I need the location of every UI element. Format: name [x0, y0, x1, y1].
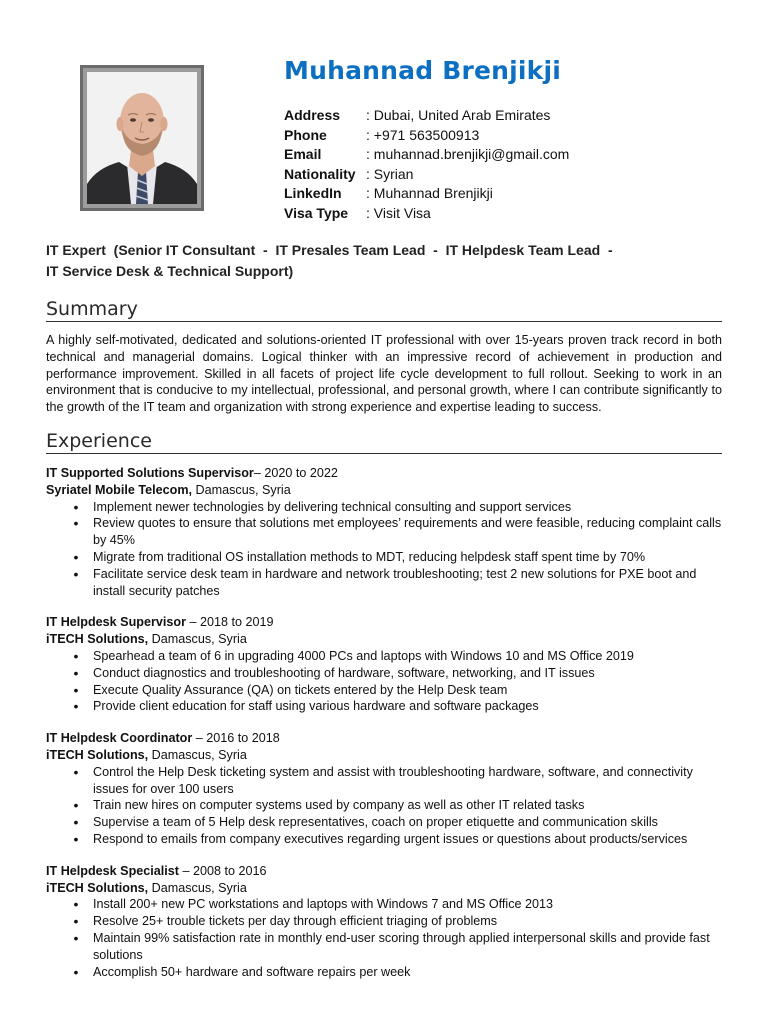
list-item	[46, 964, 722, 981]
job-location: Damascus, Syria	[148, 632, 247, 647]
bullet-text: Conduct diagnostics and troubleshooting of hardware, software, networking, and IT issues	[93, 665, 595, 680]
bullet-icon: •	[73, 565, 79, 582]
bullet-text: Maintain 99% satisfaction rate in monthly end-user scoring through applied interpersonal skills and provide fast solutions	[93, 930, 710, 962]
list-item	[46, 814, 722, 831]
job-dates: – 2018 to 2019	[185, 615, 274, 630]
job-location: Damascus, Syria	[148, 747, 247, 762]
profile-photo	[80, 65, 204, 211]
experience-heading: Experience	[46, 430, 722, 454]
list-item	[46, 566, 722, 600]
job-title: IT Helpdesk Supervisor	[46, 615, 186, 630]
summary-heading: Summary	[46, 298, 722, 322]
bullet-icon: •	[73, 913, 79, 930]
job-company: iTECH Solutions,	[46, 632, 149, 647]
bullet-icon: •	[73, 763, 79, 780]
candidate-name: Muhannad Brenjikji	[284, 56, 562, 85]
bullet-icon: •	[73, 929, 79, 946]
bullet-icon: •	[73, 681, 79, 698]
job-location: Damascus, Syria	[148, 880, 247, 895]
bullet-icon: •	[73, 498, 79, 515]
job-bullets	[46, 896, 722, 980]
bullet-text: Resolve 25+ trouble tickets per day through efficient triaging of problems	[93, 914, 498, 929]
job-bullets	[46, 764, 722, 848]
job-title-line	[46, 863, 722, 880]
bullet-icon: •	[73, 814, 79, 831]
contact-row-visa	[284, 204, 569, 224]
bullet-icon: •	[73, 698, 79, 715]
contact-info	[284, 106, 569, 223]
job-entry	[46, 863, 722, 981]
job-company-line	[46, 631, 722, 648]
bullet-icon: •	[73, 548, 79, 565]
bullet-icon: •	[73, 830, 79, 847]
job-dates: – 2008 to 2016	[179, 863, 267, 878]
visa-label: Visa Type	[284, 204, 349, 221]
email-value[interactable]: : muhannad.brenjikji@gmail.com	[366, 146, 570, 162]
phone-value: : +971 563500913	[366, 126, 480, 143]
bullet-text: Control the Help Desk ticketing system and assist with troubleshooting hardware, software, and connectivity issues for over 100 users	[93, 764, 693, 796]
job-entry	[46, 614, 722, 715]
list-item	[46, 698, 722, 715]
headline-line-1: IT Expert (Senior IT Consultant - IT Presales Team Lead - IT Helpdesk Team Lead -	[46, 242, 613, 258]
list-item	[46, 930, 722, 964]
visa-value: : Visit Visa	[366, 204, 431, 221]
professional-headline	[46, 240, 736, 282]
list-item	[46, 499, 722, 516]
bullet-text: Facilitate service desk team in hardware and network troubleshooting; test 2 new solutions for PXE boot and install security patches	[93, 566, 697, 598]
job-dates: – 2016 to 2018	[192, 731, 280, 746]
job-dates: – 2020 to 2022	[253, 466, 338, 480]
job-title: IT Helpdesk Coordinator	[46, 731, 193, 746]
email-label: Email	[284, 146, 322, 162]
list-item	[46, 549, 722, 566]
job-title-line	[46, 465, 722, 482]
contact-row-phone	[284, 126, 569, 146]
job-entry	[46, 465, 722, 599]
bullet-icon: •	[73, 797, 79, 814]
phone-label: Phone	[284, 126, 327, 143]
bullet-icon: •	[73, 515, 79, 532]
bullet-text: Provide client education for staff using various hardware and software packages	[93, 699, 539, 714]
bullet-text: Train new hires on computer systems used by company as well as other IT related tasks	[93, 798, 585, 813]
job-title: IT Supported Solutions Supervisor	[46, 466, 254, 480]
job-company-line	[46, 482, 722, 499]
list-item	[46, 515, 722, 549]
list-item	[46, 913, 722, 930]
list-item	[46, 665, 722, 682]
address-value: : Dubai, United Arab Emirates	[366, 107, 551, 123]
bullet-text: Supervise a team of 5 Help desk representatives, coach on proper etiquette and communication skills	[93, 815, 658, 830]
job-company: iTECH Solutions,	[46, 747, 149, 762]
job-title-line	[46, 614, 722, 631]
portrait-image	[87, 72, 197, 204]
job-bullets	[46, 648, 722, 715]
bullet-text: Implement newer technologies by delivering technical consulting and support services	[93, 499, 572, 514]
contact-row-address	[284, 106, 569, 126]
bullet-text: Migrate from traditional OS installation methods to MDT, reducing helpdesk staff spent time by 70%	[93, 549, 646, 564]
bullet-icon: •	[73, 896, 79, 913]
job-company: Syriatel Mobile Telecom,	[46, 482, 193, 497]
list-item	[46, 797, 722, 814]
bullet-icon: •	[73, 664, 79, 681]
job-company-line	[46, 880, 722, 897]
job-company: iTECH Solutions,	[46, 880, 149, 895]
job-company-line	[46, 747, 722, 764]
address-label: Address	[284, 107, 341, 123]
bullet-text: Respond to emails from company executives regarding urgent issues or questions about products/services	[93, 831, 688, 846]
job-location: Damascus, Syria	[192, 482, 291, 497]
list-item	[46, 682, 722, 699]
job-bullets	[46, 499, 722, 600]
nationality-label: Nationality	[284, 165, 356, 182]
linkedin-label: LinkedIn	[284, 185, 342, 201]
experience-list	[46, 465, 722, 995]
bullet-text: Accomplish 50+ hardware and software repairs per week	[93, 964, 411, 979]
job-title: IT Helpdesk Specialist	[46, 863, 179, 878]
job-title-line	[46, 730, 722, 747]
bullet-icon: •	[73, 963, 79, 980]
contact-row-email	[284, 145, 569, 165]
job-entry	[46, 730, 722, 848]
summary-text: A highly self-motivated, dedicated and solutions-oriented IT professional with over 15-years proven track record in both technical and managerial domains. Logical thinker with an impressive record of achievement in production and performance improvement. Skilled in all facets of project life cycle development to full rollout. Seeking to work in an environment that is conducive to my intellectual, professional, and personal growth, where I can contribute significantly to the growth of the IT team and organization with strong experience and expertise leading to success.	[46, 333, 722, 415]
headline-line-2: IT Service Desk & Technical Support)	[46, 263, 294, 279]
list-item	[46, 896, 722, 913]
list-item	[46, 648, 722, 665]
list-item	[46, 764, 722, 798]
nationality-value: : Syrian	[366, 165, 414, 182]
bullet-text: Install 200+ new PC workstations and laptops with Windows 7 and MS Office 2013	[93, 897, 554, 912]
contact-row-linkedin	[284, 184, 569, 204]
linkedin-value[interactable]: : Muhannad Brenjikji	[366, 185, 493, 201]
bullet-text: Execute Quality Assurance (QA) on tickets entered by the Help Desk team	[93, 682, 508, 697]
bullet-text: Spearhead a team of 6 in upgrading 4000 PCs and laptops with Windows 10 and MS Office 2019	[93, 648, 634, 663]
bullet-icon: •	[73, 647, 79, 664]
bullet-text: Review quotes to ensure that solutions met employees’ requirements and were feasible, reducing complaint calls by 45%	[93, 516, 722, 548]
list-item	[46, 831, 722, 848]
contact-row-nationality	[284, 165, 569, 185]
